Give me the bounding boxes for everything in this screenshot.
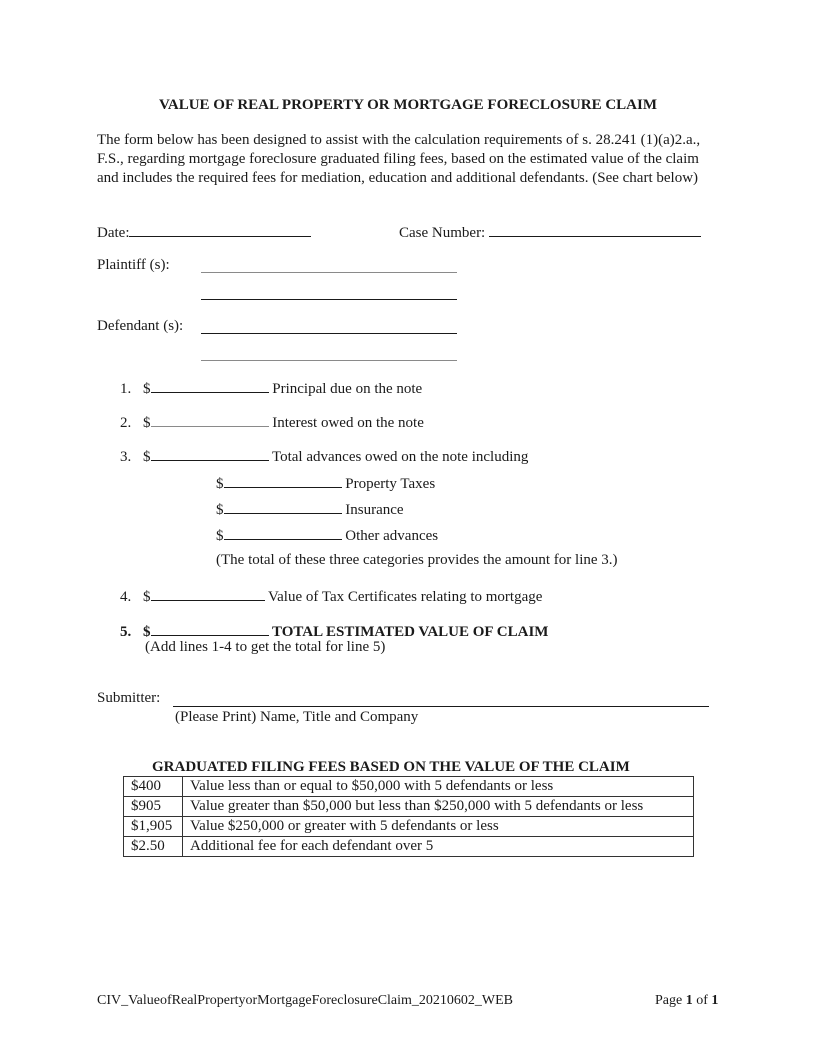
case-number-field[interactable] bbox=[489, 222, 701, 237]
item-number: 1. bbox=[120, 381, 132, 397]
date-field[interactable] bbox=[129, 222, 311, 237]
page-total: 1 bbox=[711, 993, 719, 1008]
item-label: Principal due on the note bbox=[272, 381, 423, 397]
case-number-label: Case Number: bbox=[399, 225, 486, 241]
sub-items-note: (The total of these three categories provides the amount for line 3.) bbox=[216, 552, 618, 568]
line-item-2 bbox=[120, 412, 424, 432]
dollar-sign: $ bbox=[143, 589, 151, 605]
table-row bbox=[124, 777, 694, 797]
defendant-label: Defendant (s): bbox=[97, 318, 184, 334]
advances-field[interactable] bbox=[151, 446, 269, 461]
table-row bbox=[124, 837, 694, 857]
dollar-sign: $ bbox=[143, 449, 151, 465]
sub-item-property-taxes bbox=[216, 473, 435, 493]
table-row bbox=[124, 797, 694, 817]
tax-certificates-field[interactable] bbox=[151, 586, 265, 601]
sub-item-label: Other advances bbox=[345, 528, 439, 544]
form-title: VALUE OF REAL PROPERTY OR MORTGAGE FORECLOSURE CLAIM bbox=[158, 97, 658, 113]
fee-amount: $2.50 bbox=[124, 837, 183, 857]
dollar-sign: $ bbox=[143, 381, 151, 397]
dollar-sign: $ bbox=[216, 528, 224, 544]
item-label: TOTAL ESTIMATED VALUE OF CLAIM bbox=[271, 624, 549, 640]
fee-amount: $400 bbox=[124, 777, 183, 797]
plaintiff-field-2[interactable] bbox=[201, 299, 457, 300]
dollar-sign: $ bbox=[143, 624, 151, 640]
plaintiff-field-1[interactable] bbox=[201, 272, 457, 273]
item-label: Total advances owed on the note including bbox=[271, 449, 529, 465]
item-number: 3. bbox=[120, 449, 132, 465]
fee-description: Additional fee for each defendant over 5 bbox=[183, 837, 694, 857]
defendant-field-2[interactable] bbox=[201, 360, 457, 361]
interest-field[interactable] bbox=[151, 412, 269, 427]
page-word: Page bbox=[655, 993, 683, 1008]
dollar-sign: $ bbox=[143, 415, 151, 431]
dollar-sign: $ bbox=[216, 476, 224, 492]
total-note: (Add lines 1-4 to get the total for line 5) bbox=[145, 639, 386, 655]
item-number: 4. bbox=[120, 589, 132, 605]
fee-amount: $905 bbox=[124, 797, 183, 817]
submitter-hint: (Please Print) Name, Title and Company bbox=[175, 709, 419, 725]
page-current: 1 bbox=[685, 993, 693, 1008]
other-advances-field[interactable] bbox=[224, 525, 342, 540]
total-value-field[interactable] bbox=[151, 621, 269, 636]
plaintiff-label: Plaintiff (s): bbox=[97, 257, 170, 273]
item-label: Value of Tax Certificates relating to mortgage bbox=[267, 589, 543, 605]
insurance-field[interactable] bbox=[224, 499, 342, 514]
defendant-field-1[interactable] bbox=[201, 333, 457, 334]
of-word: of bbox=[696, 993, 708, 1008]
fees-table-title: GRADUATED FILING FEES BASED ON THE VALUE OF THE CLAIM bbox=[152, 759, 630, 775]
line-item-3 bbox=[120, 446, 528, 466]
footer-document-id: CIV_ValueofRealPropertyorMortgageForeclosureClaim_20210602_WEB bbox=[97, 993, 514, 1008]
principal-field[interactable] bbox=[151, 378, 269, 393]
line-item-4 bbox=[120, 586, 542, 606]
line-item-5 bbox=[120, 621, 548, 641]
item-number: 2. bbox=[120, 415, 132, 431]
submitter-label: Submitter: bbox=[97, 690, 161, 706]
sub-item-label: Insurance bbox=[345, 502, 404, 518]
fee-description: Value greater than $50,000 but less than $250,000 with 5 defendants or less bbox=[183, 797, 694, 817]
item-label: Interest owed on the note bbox=[272, 415, 424, 431]
fee-description: Value $250,000 or greater with 5 defendants or less bbox=[183, 817, 694, 837]
table-row bbox=[124, 817, 694, 837]
date-row bbox=[97, 222, 311, 242]
line-item-1 bbox=[120, 378, 422, 398]
fee-amount: $1,905 bbox=[124, 817, 183, 837]
sub-item-insurance bbox=[216, 499, 404, 519]
submitter-field[interactable] bbox=[173, 706, 709, 707]
sub-item-label: Property Taxes bbox=[345, 476, 436, 492]
property-taxes-field[interactable] bbox=[224, 473, 342, 488]
case-number-row bbox=[399, 222, 701, 242]
footer-page-number bbox=[655, 993, 718, 1009]
intro-paragraph: The form below has been designed to assist with the calculation requirements of s. 28.241 (1)(a)2.a., F.S., regarding mortgage foreclosure graduated filing fees, based on the estimated value of the claim and includes the required fees for mediation, education and additional defendants. (See chart below) bbox=[97, 132, 701, 186]
fees-table bbox=[123, 776, 694, 857]
date-label: Date: bbox=[97, 225, 130, 241]
sub-item-other-advances bbox=[216, 525, 438, 545]
dollar-sign: $ bbox=[216, 502, 224, 518]
fee-description: Value less than or equal to $50,000 with 5 defendants or less bbox=[183, 777, 694, 797]
item-number: 5. bbox=[120, 624, 132, 640]
